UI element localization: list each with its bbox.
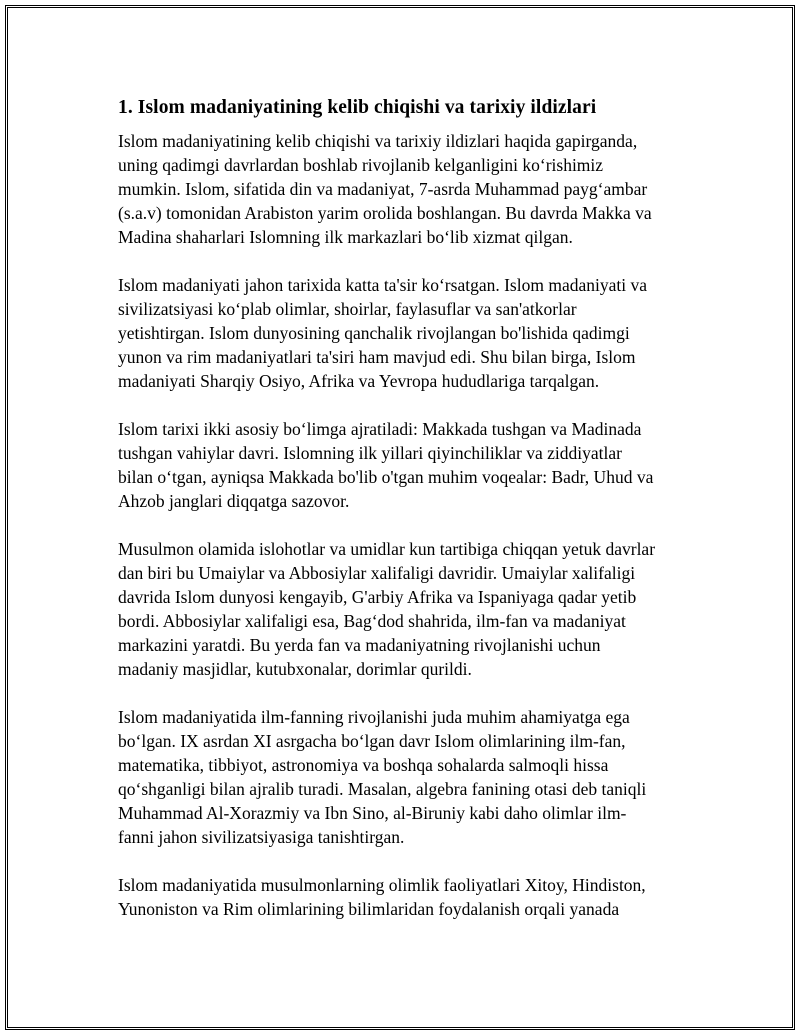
text-line: dan biri bu Umaiylar va Abbosiylar xalifaligi davridir. Umaiylar xalifaligi [118, 563, 636, 583]
text-line: markazini yaratdi. Bu yerda fan va madaniyatning rivojlanishi uchun [118, 635, 601, 655]
text-line: fanni jahon sivilizatsiyasiga tanishtirgan. [118, 827, 405, 847]
text-line: Islom madaniyatida ilm-fanning rivojlanishi juda muhim ahamiyatga ega [118, 707, 630, 727]
text-line: Islom madaniyatining kelib chiqishi va tarixiy ildizlari haqida gapirganda, [118, 131, 638, 151]
text-line: mumkin. Islom, sifatida din va madaniyat, 7-asrda Muhammad payg‘ambar [118, 179, 648, 199]
text-line: Muhammad Al-Xorazmiy va Ibn Sino, al-Biruniy kabi daho olimlar ilm- [118, 803, 627, 823]
section-heading: 1. Islom madaniyatining kelib chiqishi va tarixiy ildizlari [118, 97, 597, 118]
text-line: Islom tarixi ikki asosiy bo‘limga ajratiladi: Makkada tushgan va Madinada [118, 419, 642, 439]
paragraph [118, 873, 688, 921]
paragraph [118, 129, 688, 249]
document-body [118, 95, 688, 945]
paragraph [118, 417, 688, 513]
text-line: tushgan vahiylar davri. Islomning ilk yillari qiyinchiliklar va ziddiyatlar [118, 443, 622, 463]
text-line: Ahzob janglari diqqatga sazovor. [118, 491, 350, 511]
paragraph [118, 705, 688, 849]
text-line: Islom madaniyati jahon tarixida katta ta'sir ko‘rsatgan. Islom madaniyati va [118, 275, 647, 295]
text-line: Yunoniston va Rim olimlarining bilimlaridan foydalanish orqali yanada [118, 899, 620, 919]
text-line: sivilizatsiyasi ko‘plab olimlar, shoirlar, faylasuflar va san'atkorlar [118, 299, 577, 319]
text-line: (s.a.v) tomonidan Arabiston yarim orolida boshlangan. Bu davrda Makka va [118, 203, 652, 223]
text-line: Islom madaniyatida musulmonlarning olimlik faoliyatlari Xitoy, Hindiston, [118, 875, 646, 895]
text-line: yunon va rim madaniyatlari ta'siri ham mavjud edi. Shu bilan birga, Islom [118, 347, 636, 367]
text-line: davrida Islom dunyosi kengayib, G'arbiy Afrika va Ispaniyaga qadar yetib [118, 587, 637, 607]
text-line: bilan o‘tgan, ayniqsa Makkada bo'lib o'tgan muhim voqealar: Badr, Uhud va [118, 467, 654, 487]
paragraph [118, 537, 688, 681]
text-line: bo‘lgan. IX asrdan XI asrgacha bo‘lgan davr Islom olimlarining ilm-fan, [118, 731, 626, 751]
text-line: matematika, tibbiyot, astronomiya va boshqa sohalarda salmoqli hissa [118, 755, 609, 775]
text-line: yetishtirgan. Islom dunyosining qanchalik rivojlangan bo'lishida qadimgi [118, 323, 630, 343]
text-line: uning qadimgi davrlardan boshlab rivojlanib kelganligini ko‘rishimiz [118, 155, 604, 175]
text-line: madaniy masjidlar, kutubxonalar, dorimlar qurildi. [118, 659, 472, 679]
text-line: Musulmon olamida islohotlar va umidlar kun tartibiga chiqqan yetuk davrlar [118, 539, 656, 559]
text-line: bordi. Abbosiylar xalifaligi esa, Bag‘dod shahrida, ilm-fan va madaniyat [118, 611, 626, 631]
text-line: madaniyati Sharqiy Osiyo, Afrika va Yevropa hududlariga tarqalgan. [118, 371, 600, 391]
paragraph [118, 273, 688, 393]
text-line: qo‘shganligi bilan ajralib turadi. Masalan, algebra fanining otasi deb taniqli [118, 779, 647, 799]
text-line: Madina shaharlari Islomning ilk markazlari bo‘lib xizmat qilgan. [118, 227, 573, 247]
